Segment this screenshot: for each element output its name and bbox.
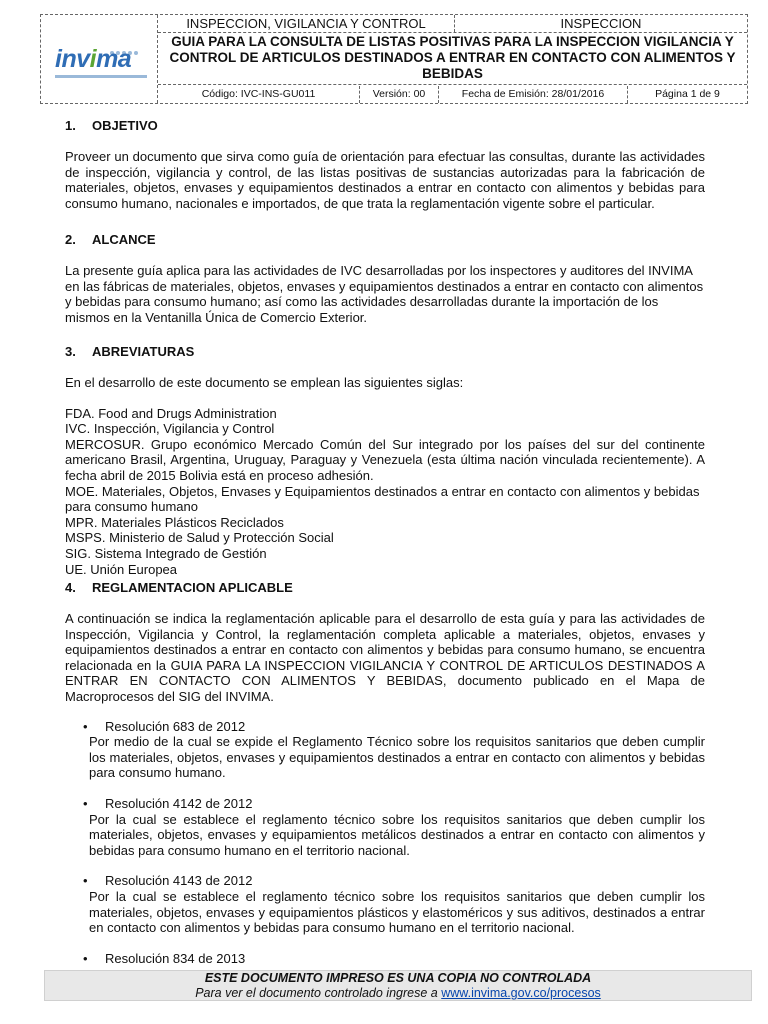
section-intro: En el desarrollo de este documento se emplean las siguientes siglas: [65, 375, 464, 390]
section-reglamentacion [65, 580, 705, 966]
section-alcance [65, 232, 705, 325]
resolution-title: Resolución 4142 de 2012 [105, 795, 253, 811]
page-number: Página 1 de 9 [655, 88, 720, 100]
abbreviation-item: IVC. Inspección, Vigilancia y Control [65, 421, 275, 437]
document-version: Versión: 00 [360, 86, 439, 103]
bullet-icon: • [83, 718, 88, 734]
resolution-item [83, 873, 705, 936]
section-number: 4. [65, 580, 76, 595]
abbreviation-item: MPR. Materiales Plásticos Reciclados [65, 514, 284, 530]
section-heading [65, 580, 705, 596]
logo-wordmark: invima [55, 45, 132, 73]
issue-date: Fecha de Emisión: 28/01/2016 [439, 86, 628, 103]
abbreviation-item: MSPS. Ministerio de Salud y Protección Social [65, 530, 334, 546]
bullet-icon: • [83, 873, 88, 889]
bullet-icon: • [83, 795, 88, 811]
resolution-title: Resolución 834 de 2013 [105, 950, 246, 966]
logo-tagline-bar [55, 75, 147, 78]
footer-instruction-text: Para ver el documento controlado ingrese a [195, 986, 438, 1000]
footer-instruction [45, 986, 751, 1001]
header-row-area [158, 15, 747, 33]
section-title: REGLAMENTACION APLICABLE [92, 580, 293, 595]
section-number: 2. [65, 232, 76, 247]
document-header [40, 14, 748, 104]
resolution-title: Resolución 683 de 2012 [105, 718, 246, 734]
section-objetivo [65, 118, 705, 211]
section-heading [65, 344, 705, 360]
document-footer [44, 970, 752, 1001]
abbreviation-item: MERCOSUR. Grupo económico Mercado Común del Sur integrado por los países del sur del continente americano Brasil, Argentina, Uruguay, Paraguay y Venezuela (esta última nación vinculada recientemente). A fecha abril de 2015 Bolivia está en proceso adhesión. [65, 436, 705, 483]
header-row-meta [158, 86, 747, 103]
section-paragraph: La presente guía aplica para las actividades de IVC desarrolladas por los inspectores y auditores del INVIMA en las fábricas de materiales, objetos, envases y equipamientos destinados a entrar en contacto con alimentos y bebidas para consumo humano; así como las actividades desarrolladas durante la importación de los mismos en la Ventanilla Única de Comercio Exterior. [65, 263, 704, 325]
abbreviation-item: UE. Unión Europea [65, 561, 178, 577]
uncontrolled-copy-notice: ESTE DOCUMENTO IMPRESO ES UNA COPIA NO CONTROLADA [204, 971, 592, 985]
resolution-list [83, 718, 705, 967]
controlled-document-link[interactable]: www.invima.gov.co/procesos [441, 986, 601, 1000]
section-title: ALCANCE [92, 232, 156, 247]
resolution-text: Por la cual se establece el reglamento técnico sobre los requisitos sanitarios que deben cumplir los materiales, objetos, envases y equipamientos plásticos y elastoméricos y sus aditivos, destinados a entrar en contacto con alimentos y bebidas para consumo humano en el territorio nacional. [89, 888, 705, 936]
abbreviation-item: MOE. Materiales, Objetos, Envases y Equipamientos destinados a entrar en contacto con alimentos y bebidas para consumo humano [65, 483, 700, 515]
document-title: GUIA PARA LA CONSULTA DE LISTAS POSITIVAS PARA LA INSPECCION VIGILANCIA Y CONTROL DE ARTICULOS DESTINADOS A ENTRAR EN CONTACTO CON ALIMENTOS Y BEBIDAS [158, 33, 747, 85]
header-area: INSPECCION, VIGILANCIA Y CONTROL [158, 15, 455, 32]
abbreviation-list [65, 406, 705, 578]
section-heading [65, 118, 705, 134]
invima-logo [55, 45, 147, 79]
section-abreviaturas [65, 344, 705, 577]
resolution-item [83, 718, 705, 781]
section-heading [65, 232, 705, 248]
section-title: ABREVIATURAS [92, 344, 195, 359]
section-number: 1. [65, 118, 76, 133]
resolution-item [83, 795, 705, 858]
resolution-title: Resolución 4143 de 2012 [105, 873, 253, 889]
header-process: INSPECCION [560, 16, 642, 31]
resolution-text: Por la cual se establece el reglamento técnico sobre los requisitos sanitarios que deben cumplir los materiales, objetos, envases y equipamientos metálicos destinados a entrar en contacto con alimentos y bebidas para consumo humano en el territorio nacional. [89, 811, 705, 858]
logo-cell [41, 15, 158, 103]
section-paragraph: Proveer un documento que sirva como guía de orientación para efectuar las consultas, durante las actividades de inspección, vigilancia y control, de las listas positivas de sustancias autorizadas para la fabricación de materiales, objetos, envases y equipamientos destinados a entrar en contacto con alimentos y bebidas para consumo humano, nacionales e importados, de que trata la reglamentación vigente sobre el particular. [65, 149, 705, 211]
section-paragraph: A continuación se indica la reglamentación aplicable para el desarrollo de esta guía y para las actividades de Inspección, Vigilancia y Control, la reglamentación completa aplicable a materiales, objetos, envases y equipamientos destinados a entrar en contacto con alimentos y bebidas para consumo humano, se encuentra relacionada en la GUIA PARA LA INSPECCION VIGILANCIA Y CONTROL DE ARTICULOS DESTINADOS A ENTRAR EN CONTACTO CON ALIMENTOS Y BEBIDAS, documento publicado en el Mapa de Macroprocesos del SIG del INVIMA. [65, 611, 705, 704]
abbreviation-item: FDA. Food and Drugs Administration [65, 405, 277, 421]
bullet-icon: • [83, 950, 88, 966]
resolution-item [83, 950, 705, 967]
section-number: 3. [65, 344, 76, 359]
resolution-text: Por medio de la cual se expide el Reglamento Técnico sobre los requisitos sanitarios que deben cumplir los materiales, objetos, envases y equipamientos destinados a entrar en contacto con alimentos y bebidas para consumo humano. [89, 734, 705, 781]
section-title: OBJETIVO [92, 118, 158, 133]
document-code: Código: IVC-INS-GU011 [158, 86, 360, 103]
abbreviation-item: SIG. Sistema Integrado de Gestión [65, 545, 267, 561]
